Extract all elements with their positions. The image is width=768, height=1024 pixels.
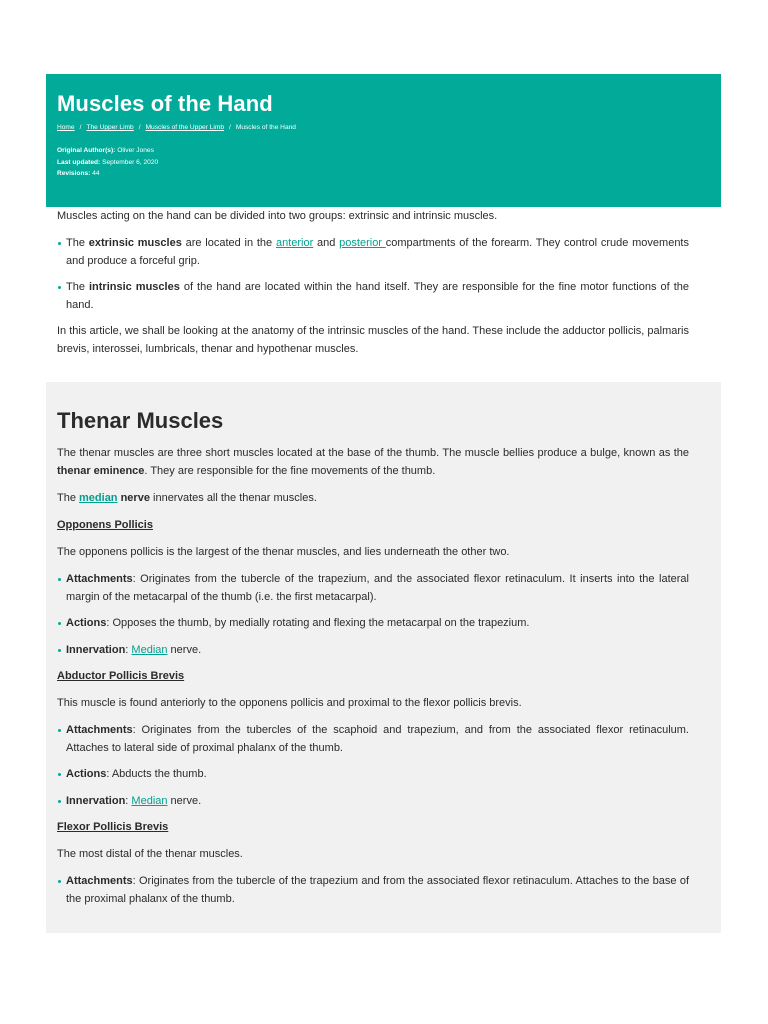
list-item-attachments [57,570,689,606]
innervation-label: Innervation [66,644,126,656]
breadcrumb-current: Muscles of the Hand [235,124,296,131]
abductor-pollicis-brevis-list [57,721,689,810]
revisions-label: Revisions: [57,170,91,177]
updated-line [57,157,710,169]
intro-section [57,207,689,358]
text: compartments of the forearm. They control crude movements and produce a forceful grip. [66,237,689,267]
abductor-pollicis-brevis-heading: Abductor Pollicis Brevis [57,670,185,682]
intro-summary-paragraph: In this article, we shall be looking at the anatomy of the intrinsic muscles of the hand. These include the adductor pollicis, palmaris brevis, interossei, lumbricals, thenar and hypothenar muscles. [57,325,689,355]
text: The [66,237,89,249]
median-nerve-link[interactable]: median [79,492,118,504]
thenar-intro-paragraph [57,444,689,480]
nerve-term: nerve [117,492,150,504]
author-line [57,145,710,157]
breadcrumb-separator: / [138,124,141,131]
list-item-attachments [57,721,689,757]
section-title: Thenar Muscles [57,408,224,433]
median-link[interactable]: Median [131,644,168,656]
article-meta [57,145,710,180]
text: : Originates from the tubercle of the trapezium, and the associated flexor retinaculum. It inserts into the lateral margin of the metacarpal of the thumb (i.e. the first metacarpal). [66,573,689,603]
median-nerve-paragraph [57,489,689,507]
text: : Abducts the thumb. [106,768,207,780]
text: nerve. [167,795,202,807]
author-value: Oliver Jones [117,147,154,154]
flexor-pollicis-brevis-description: The most distal of the thenar muscles. [57,848,243,860]
text: The [66,281,89,293]
opponens-pollicis-list [57,570,689,659]
list-item-actions [57,765,689,783]
list-item-innervation [57,641,689,659]
breadcrumb-home-link[interactable]: Home [57,124,75,131]
breadcrumb [57,123,710,133]
breadcrumb-muscles-upper-limb-link[interactable]: Muscles of the Upper Limb [145,124,224,131]
opponens-pollicis-description: The opponens pollicis is the largest of the thenar muscles, and lies underneath the other two. [57,546,510,558]
text: : Originates from the tubercles of the scaphoid and trapezium, and from the associated flexor retinaculum. Attaches to lateral side of proximal phalanx of the thumb. [66,724,689,754]
updated-value: September 6, 2020 [102,158,159,166]
innervation-label: Innervation [66,795,126,807]
text: : Opposes the thumb, by medially rotating and flexing the metacarpal on the trapezium. [106,617,530,629]
extrinsic-muscles-term: extrinsic muscles [88,237,182,249]
text: The thenar muscles are three short muscles located at the base of the thumb. The muscle bellies produce a bulge, known as the [57,447,689,459]
intrinsic-muscles-term: intrinsic muscles [88,281,180,293]
opponens-pollicis-heading: Opponens Pollicis [57,519,153,531]
revisions-value: 44 [92,170,100,177]
updated-label: Last updated: [57,158,101,166]
text: nerve. [167,644,202,656]
breadcrumb-separator: / [229,124,231,131]
text: : [125,795,132,807]
attachments-label: Attachments [66,573,133,585]
text: : Originates from the tubercle of the trapezium and from the associated flexor retinaculum. Attaches to the base of the proximal phalanx of the thumb. [66,875,689,905]
article-header [46,74,721,207]
list-item-actions [57,614,689,632]
actions-label: Actions [66,768,107,780]
intro-list [57,234,689,314]
text: of the hand are located within the hand itself. They are responsible for the fine motor functions of the hand. [66,281,689,311]
anterior-link[interactable]: anterior [275,237,314,249]
text: . They are responsible for the fine movements of the thumb. [144,465,436,477]
revisions-line [57,168,710,180]
posterior-link[interactable]: posterior [339,237,386,249]
thenar-eminence-term: thenar eminence [57,465,145,477]
median-link[interactable]: Median [131,795,168,807]
text: are located in the [181,237,276,249]
list-item-intrinsic [57,278,689,314]
thenar-muscles-section [46,382,721,933]
author-label: Original Author(s): [57,147,116,154]
text: innervates all the thenar muscles. [149,492,317,504]
list-item-extrinsic [57,234,689,270]
breadcrumb-separator: / [79,124,82,131]
breadcrumb-upper-limb-link[interactable]: The Upper Limb [86,124,134,131]
abductor-pollicis-brevis-description: This muscle is found anteriorly to the opponens pollicis and proximal to the flexor pollicis brevis. [57,697,522,709]
attachments-label: Attachments [66,724,133,736]
list-item-innervation [57,792,689,810]
flexor-pollicis-brevis-list [57,872,689,908]
list-item-attachments [57,872,689,908]
text: The [57,492,80,504]
page-title: Muscles of the Hand [57,91,273,116]
text: : [125,644,132,656]
attachments-label: Attachments [66,875,133,887]
actions-label: Actions [66,617,107,629]
flexor-pollicis-brevis-heading: Flexor Pollicis Brevis [57,821,169,833]
text: and [313,237,340,249]
intro-paragraph: Muscles acting on the hand can be divided into two groups: extrinsic and intrinsic muscles. [57,210,498,222]
